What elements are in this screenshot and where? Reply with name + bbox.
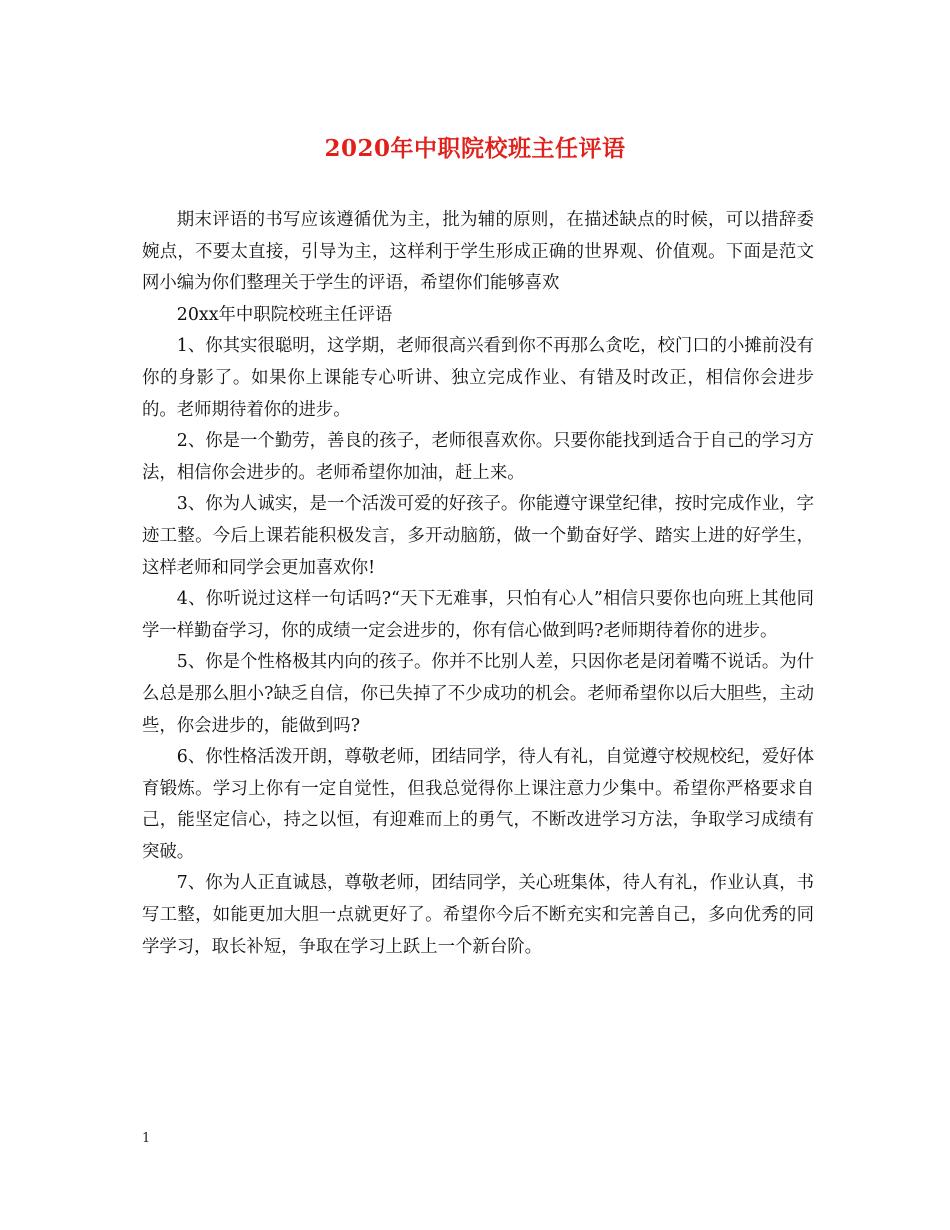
comment-paragraph-1: 1、你其实很聪明，这学期，老师很高兴看到你不再那么贪吃，校门口的小摊前没有你的身影了。如果你上课能专心听讲、独立完成作业、有错及时改正，相信你会进步的。老师期待着你的进步。 xyxy=(142,336,814,420)
intro-paragraph: 期末评语的书写应该遵循优为主，批为辅的原则，在描述缺点的时候，可以措辞委婉点，不要太直接，引导为主，这样利于学生形成正确的世界观、价值观。下面是范文网小编为你们整理关于学生的评语，希望你们能够喜欢 xyxy=(142,210,814,294)
comment-paragraph-6: 6、你性格活泼开朗，尊敬老师，团结同学，待人有礼，自觉遵守校规校纪，爱好体育锻炼。学习上你有一定自觉性，但我总觉得你上课注意力少集中。希望你严格要求自己，能坚定信心，持之以恒，有迎难而上的勇气，不断改进学习方法，争取学习成绩有突破。 xyxy=(142,747,814,862)
document-title: 2020年中职院校班主任评语 xyxy=(324,135,626,162)
comment-paragraph-3: 3、你为人诚实，是一个活泼可爱的好孩子。你能遵守课堂纪律，按时完成作业，字迹工整。今后上课若能积极发言，多开动脑筋，做一个勤奋好学、踏实上进的好学生，这样老师和同学会更加喜欢你! xyxy=(142,494,814,578)
comment-paragraph-2: 2、你是一个勤劳，善良的孩子，老师很喜欢你。只要你能找到适合于自己的学习方法，相信你会进步的。老师希望你加油，赶上来。 xyxy=(142,431,814,483)
comment-paragraph-7: 7、你为人正直诚恳，尊敬老师，团结同学，关心班集体，待人有礼，作业认真，书写工整，如能更加大胆一点就更好了。希望你今后不断充实和完善自己，多向优秀的同学学习，取长补短，争取在学习上跃上一个新台阶。 xyxy=(142,873,814,957)
page-number: 1 xyxy=(142,1131,151,1146)
section-heading: 20xx年中职院校班主任评语 xyxy=(176,304,393,325)
comment-paragraph-5: 5、你是个性格极其内向的孩子。你并不比别人差，只因你老是闭着嘴不说话。为什么总是那么胆小?缺乏自信，你已失掉了不少成功的机会。老师希望你以后大胆些，主动些，你会进步的，能做到吗? xyxy=(142,652,814,736)
document-body xyxy=(142,205,814,963)
comment-paragraph-4: 4、你听说过这样一句话吗?“天下无难事，只怕有心人”相信只要你也向班上其他同学一样勤奋学习，你的成绩一定会进步的，你有信心做到吗?老师期待着你的进步。 xyxy=(142,589,814,641)
